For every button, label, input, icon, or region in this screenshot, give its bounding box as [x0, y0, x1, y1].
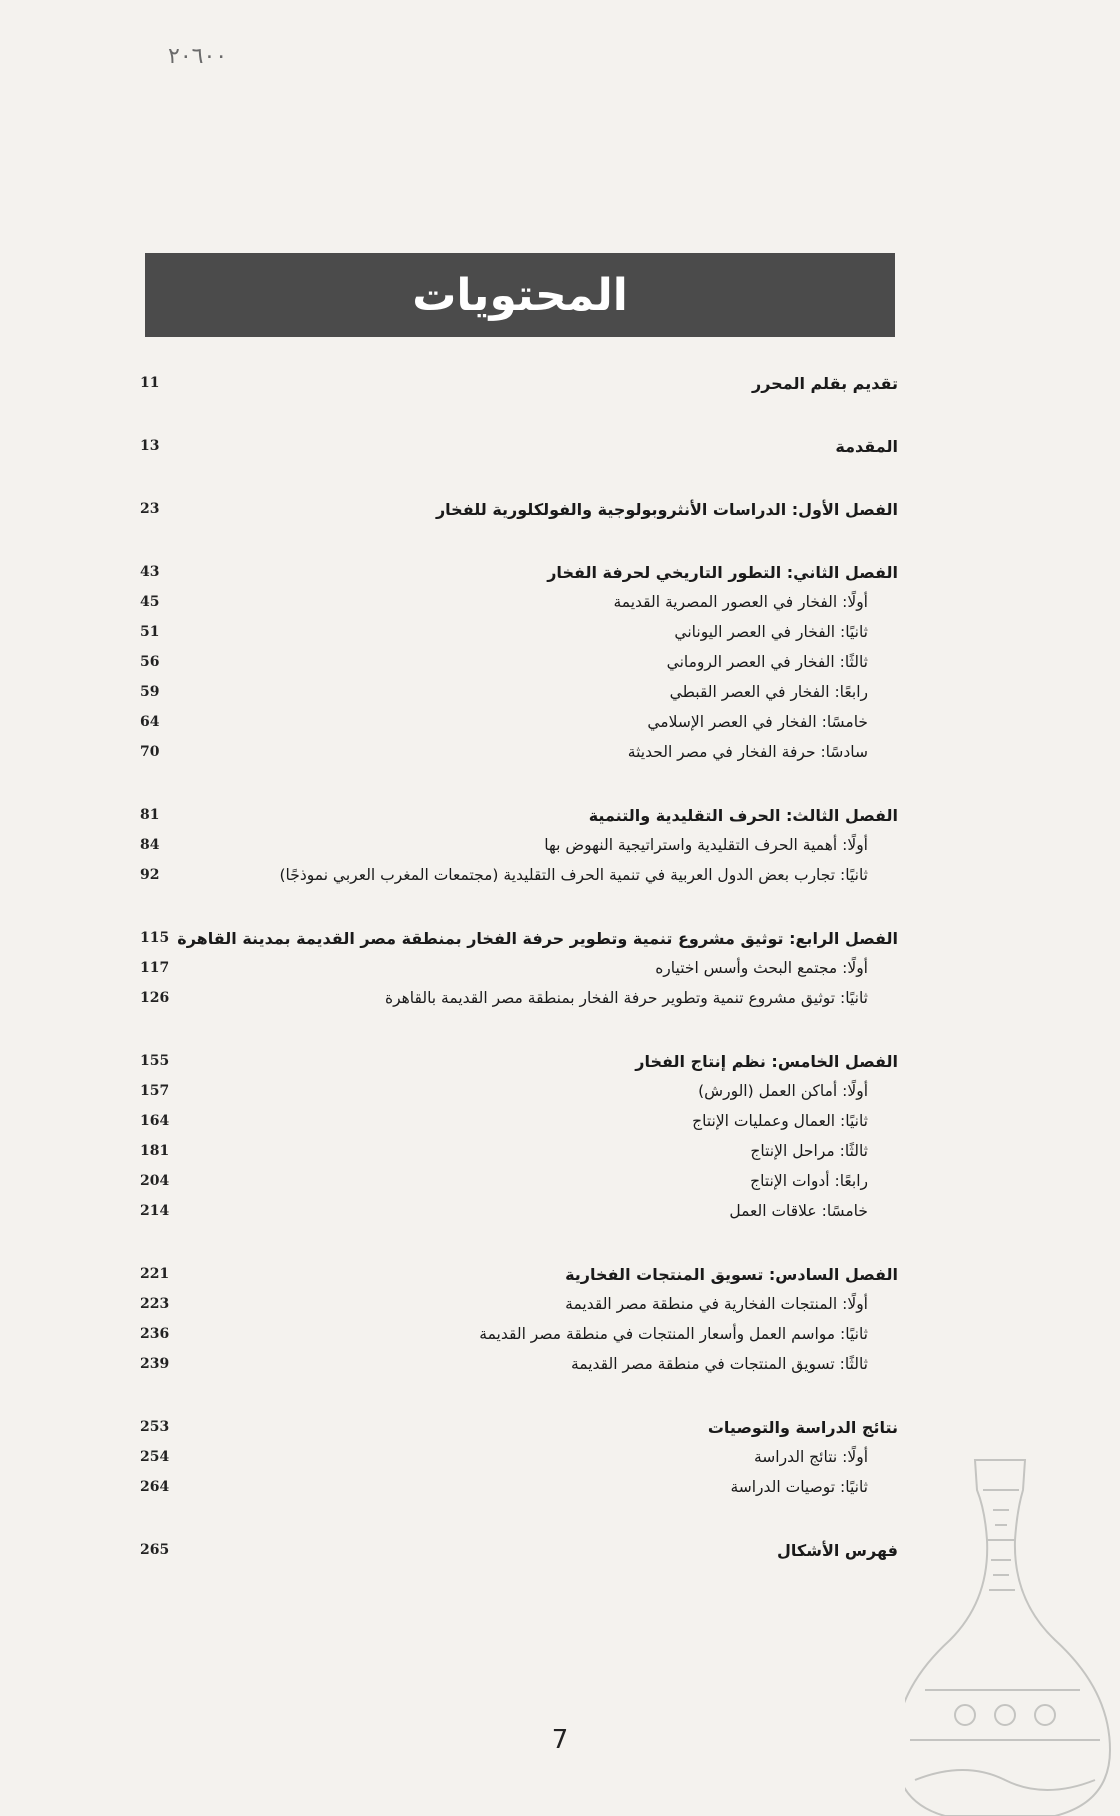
- toc-page-number: 265: [140, 1542, 170, 1558]
- toc-section-entry: [140, 1196, 898, 1226]
- toc-page-number: 214: [140, 1203, 170, 1219]
- toc-chapter-entry: [140, 368, 898, 398]
- toc-page-number: 126: [140, 990, 170, 1006]
- toc-page-number: 70: [140, 744, 160, 760]
- toc-page-number: 181: [140, 1143, 170, 1159]
- toc-entry-label: الفصل الأول: الدراسات الأنثروبولوجية والفولكلورية للفخار: [435, 499, 898, 519]
- toc-entry-label: أولًا: أماكن العمل (الورش): [698, 1082, 868, 1100]
- toc-section-entry: [140, 677, 898, 707]
- toc-chapter-entry: [140, 800, 898, 830]
- toc-page-number: 254: [140, 1449, 170, 1465]
- toc-page-number: 236: [140, 1326, 170, 1342]
- toc-page-number: 239: [140, 1356, 170, 1372]
- toc-section-entry: [140, 1319, 898, 1349]
- toc-section-entry: [140, 617, 898, 647]
- toc-page-number: 64: [140, 714, 160, 730]
- toc-entry-label: الفصل السادس: تسويق المنتجات الفخارية: [565, 1264, 898, 1284]
- toc-page-number: 43: [140, 564, 160, 580]
- toc-page-number: 253: [140, 1419, 170, 1435]
- toc-entry-label: ثانيًا: مواسم العمل وأسعار المنتجات في منطقة مصر القديمة: [479, 1325, 868, 1343]
- toc-spacer: [140, 524, 898, 557]
- toc-section-entry: [140, 737, 898, 767]
- toc-entry-label: أولًا: مجتمع البحث وأسس اختياره: [655, 959, 868, 977]
- toc-entry-label: ثالثًا: تسويق المنتجات في منطقة مصر القديمة: [570, 1355, 868, 1373]
- toc-page-number: 56: [140, 654, 160, 670]
- toc-entry-label: أولًا: نتائج الدراسة: [754, 1448, 868, 1466]
- toc-page-number: 84: [140, 837, 160, 853]
- toc-chapter-entry: [140, 557, 898, 587]
- toc-section-entry: [140, 1472, 898, 1502]
- toc-page-number: 115: [140, 930, 170, 946]
- toc-entry-label: الفصل الثالث: الحرف التقليدية والتنمية: [588, 805, 898, 825]
- toc-page-number: 155: [140, 1053, 170, 1069]
- toc-page-number: 59: [140, 684, 160, 700]
- toc-page-number: 221: [140, 1266, 170, 1282]
- toc-section-entry: [140, 1106, 898, 1136]
- toc-entry-label: فهرس الأشكال: [777, 1540, 898, 1560]
- toc-section-entry: [140, 860, 898, 890]
- toc-spacer: [140, 461, 898, 494]
- toc-entry-label: ثانيًا: الفخار في العصر اليوناني: [674, 623, 868, 641]
- toc-page-number: 92: [140, 867, 160, 883]
- toc-section-entry: [140, 1136, 898, 1166]
- toc-entry-label: تقديم بقلم المحرر: [752, 373, 898, 393]
- toc-page-number: 23: [140, 501, 160, 517]
- toc-entry-label: خامسًا: الفخار في العصر الإسلامي: [647, 713, 868, 731]
- toc-section-entry: [140, 707, 898, 737]
- vase-illustration-icon: [905, 1450, 1120, 1816]
- page-title: المحتويات: [412, 269, 628, 321]
- toc-spacer: [140, 890, 898, 923]
- toc-chapter-entry: [140, 494, 898, 524]
- toc-entry-label: الفصل الثاني: التطور التاريخي لحرفة الفخار: [547, 562, 898, 582]
- toc-entry-label: ثانيًا: توثيق مشروع تنمية وتطوير حرفة الفخار بمنطقة مصر القديمة بالقاهرة: [384, 989, 868, 1007]
- toc-chapter-entry: [140, 923, 898, 953]
- toc-chapter-entry: [140, 1535, 898, 1565]
- toc-entry-label: أولًا: أهمية الحرف التقليدية واستراتيجية النهوض بها: [544, 836, 868, 854]
- toc-spacer: [140, 1226, 898, 1259]
- toc-page-number: 13: [140, 438, 160, 454]
- toc-page-number: 223: [140, 1296, 170, 1312]
- toc-entry-label: المقدمة: [835, 436, 898, 456]
- toc-section-entry: [140, 1289, 898, 1319]
- toc-entry-label: رابعًا: الفخار في العصر القبطي: [669, 683, 868, 701]
- toc-spacer: [140, 398, 898, 431]
- toc-section-entry: [140, 647, 898, 677]
- toc-entry-label: ثانيًا: العمال وعمليات الإنتاج: [692, 1112, 868, 1130]
- toc-page-number: 157: [140, 1083, 170, 1099]
- toc-page-number: 117: [140, 960, 170, 976]
- toc-section-entry: [140, 830, 898, 860]
- toc-page-number: 204: [140, 1173, 170, 1189]
- toc-entry-label: رابعًا: أدوات الإنتاج: [750, 1172, 868, 1190]
- toc-entry-label: الفصل الرابع: توثيق مشروع تنمية وتطوير حرفة الفخار بمنطقة مصر القديمة بمدينة القاهرة: [177, 928, 898, 948]
- toc-entry-label: خامسًا: علاقات العمل: [729, 1202, 868, 1220]
- table-of-contents: [140, 368, 898, 1565]
- toc-page-number: 264: [140, 1479, 170, 1495]
- page-number: 7: [551, 1725, 569, 1755]
- toc-entry-label: ثانيًا: تجارب بعض الدول العربية في تنمية الحرف التقليدية (مجتمعات المغرب العربي نموذجًا): [279, 866, 868, 884]
- toc-chapter-entry: [140, 1259, 898, 1289]
- toc-spacer: [140, 767, 898, 800]
- toc-section-entry: [140, 983, 898, 1013]
- toc-section-entry: [140, 1166, 898, 1196]
- toc-entry-label: أولًا: الفخار في العصور المصرية القديمة: [613, 593, 868, 611]
- toc-page-number: 45: [140, 594, 160, 610]
- toc-page-number: 164: [140, 1113, 170, 1129]
- toc-section-entry: [140, 953, 898, 983]
- toc-section-entry: [140, 1076, 898, 1106]
- toc-entry-label: الفصل الخامس: نظم إنتاج الفخار: [635, 1051, 898, 1071]
- toc-section-entry: [140, 1349, 898, 1379]
- toc-section-entry: [140, 587, 898, 617]
- toc-page-number: 11: [140, 375, 160, 391]
- toc-entry-label: ثانيًا: توصيات الدراسة: [730, 1478, 868, 1496]
- toc-entry-label: ثالثًا: الفخار في العصر الروماني: [666, 653, 868, 671]
- title-banner: [145, 253, 895, 337]
- toc-spacer: [140, 1502, 898, 1535]
- toc-section-entry: [140, 1442, 898, 1472]
- toc-chapter-entry: [140, 1046, 898, 1076]
- toc-entry-label: نتائج الدراسة والتوصيات: [707, 1417, 898, 1437]
- toc-entry-label: ثالثًا: مراحل الإنتاج: [750, 1142, 868, 1160]
- toc-entry-label: سادسًا: حرفة الفخار في مصر الحديثة: [627, 743, 868, 761]
- toc-page-number: 81: [140, 807, 160, 823]
- handwritten-note: ٢٠٦٠٠: [168, 44, 228, 69]
- toc-page-number: 51: [140, 624, 160, 640]
- toc-spacer: [140, 1379, 898, 1412]
- toc-spacer: [140, 1013, 898, 1046]
- toc-entry-label: أولًا: المنتجات الفخارية في منطقة مصر القديمة: [565, 1295, 868, 1313]
- toc-chapter-entry: [140, 1412, 898, 1442]
- toc-chapter-entry: [140, 431, 898, 461]
